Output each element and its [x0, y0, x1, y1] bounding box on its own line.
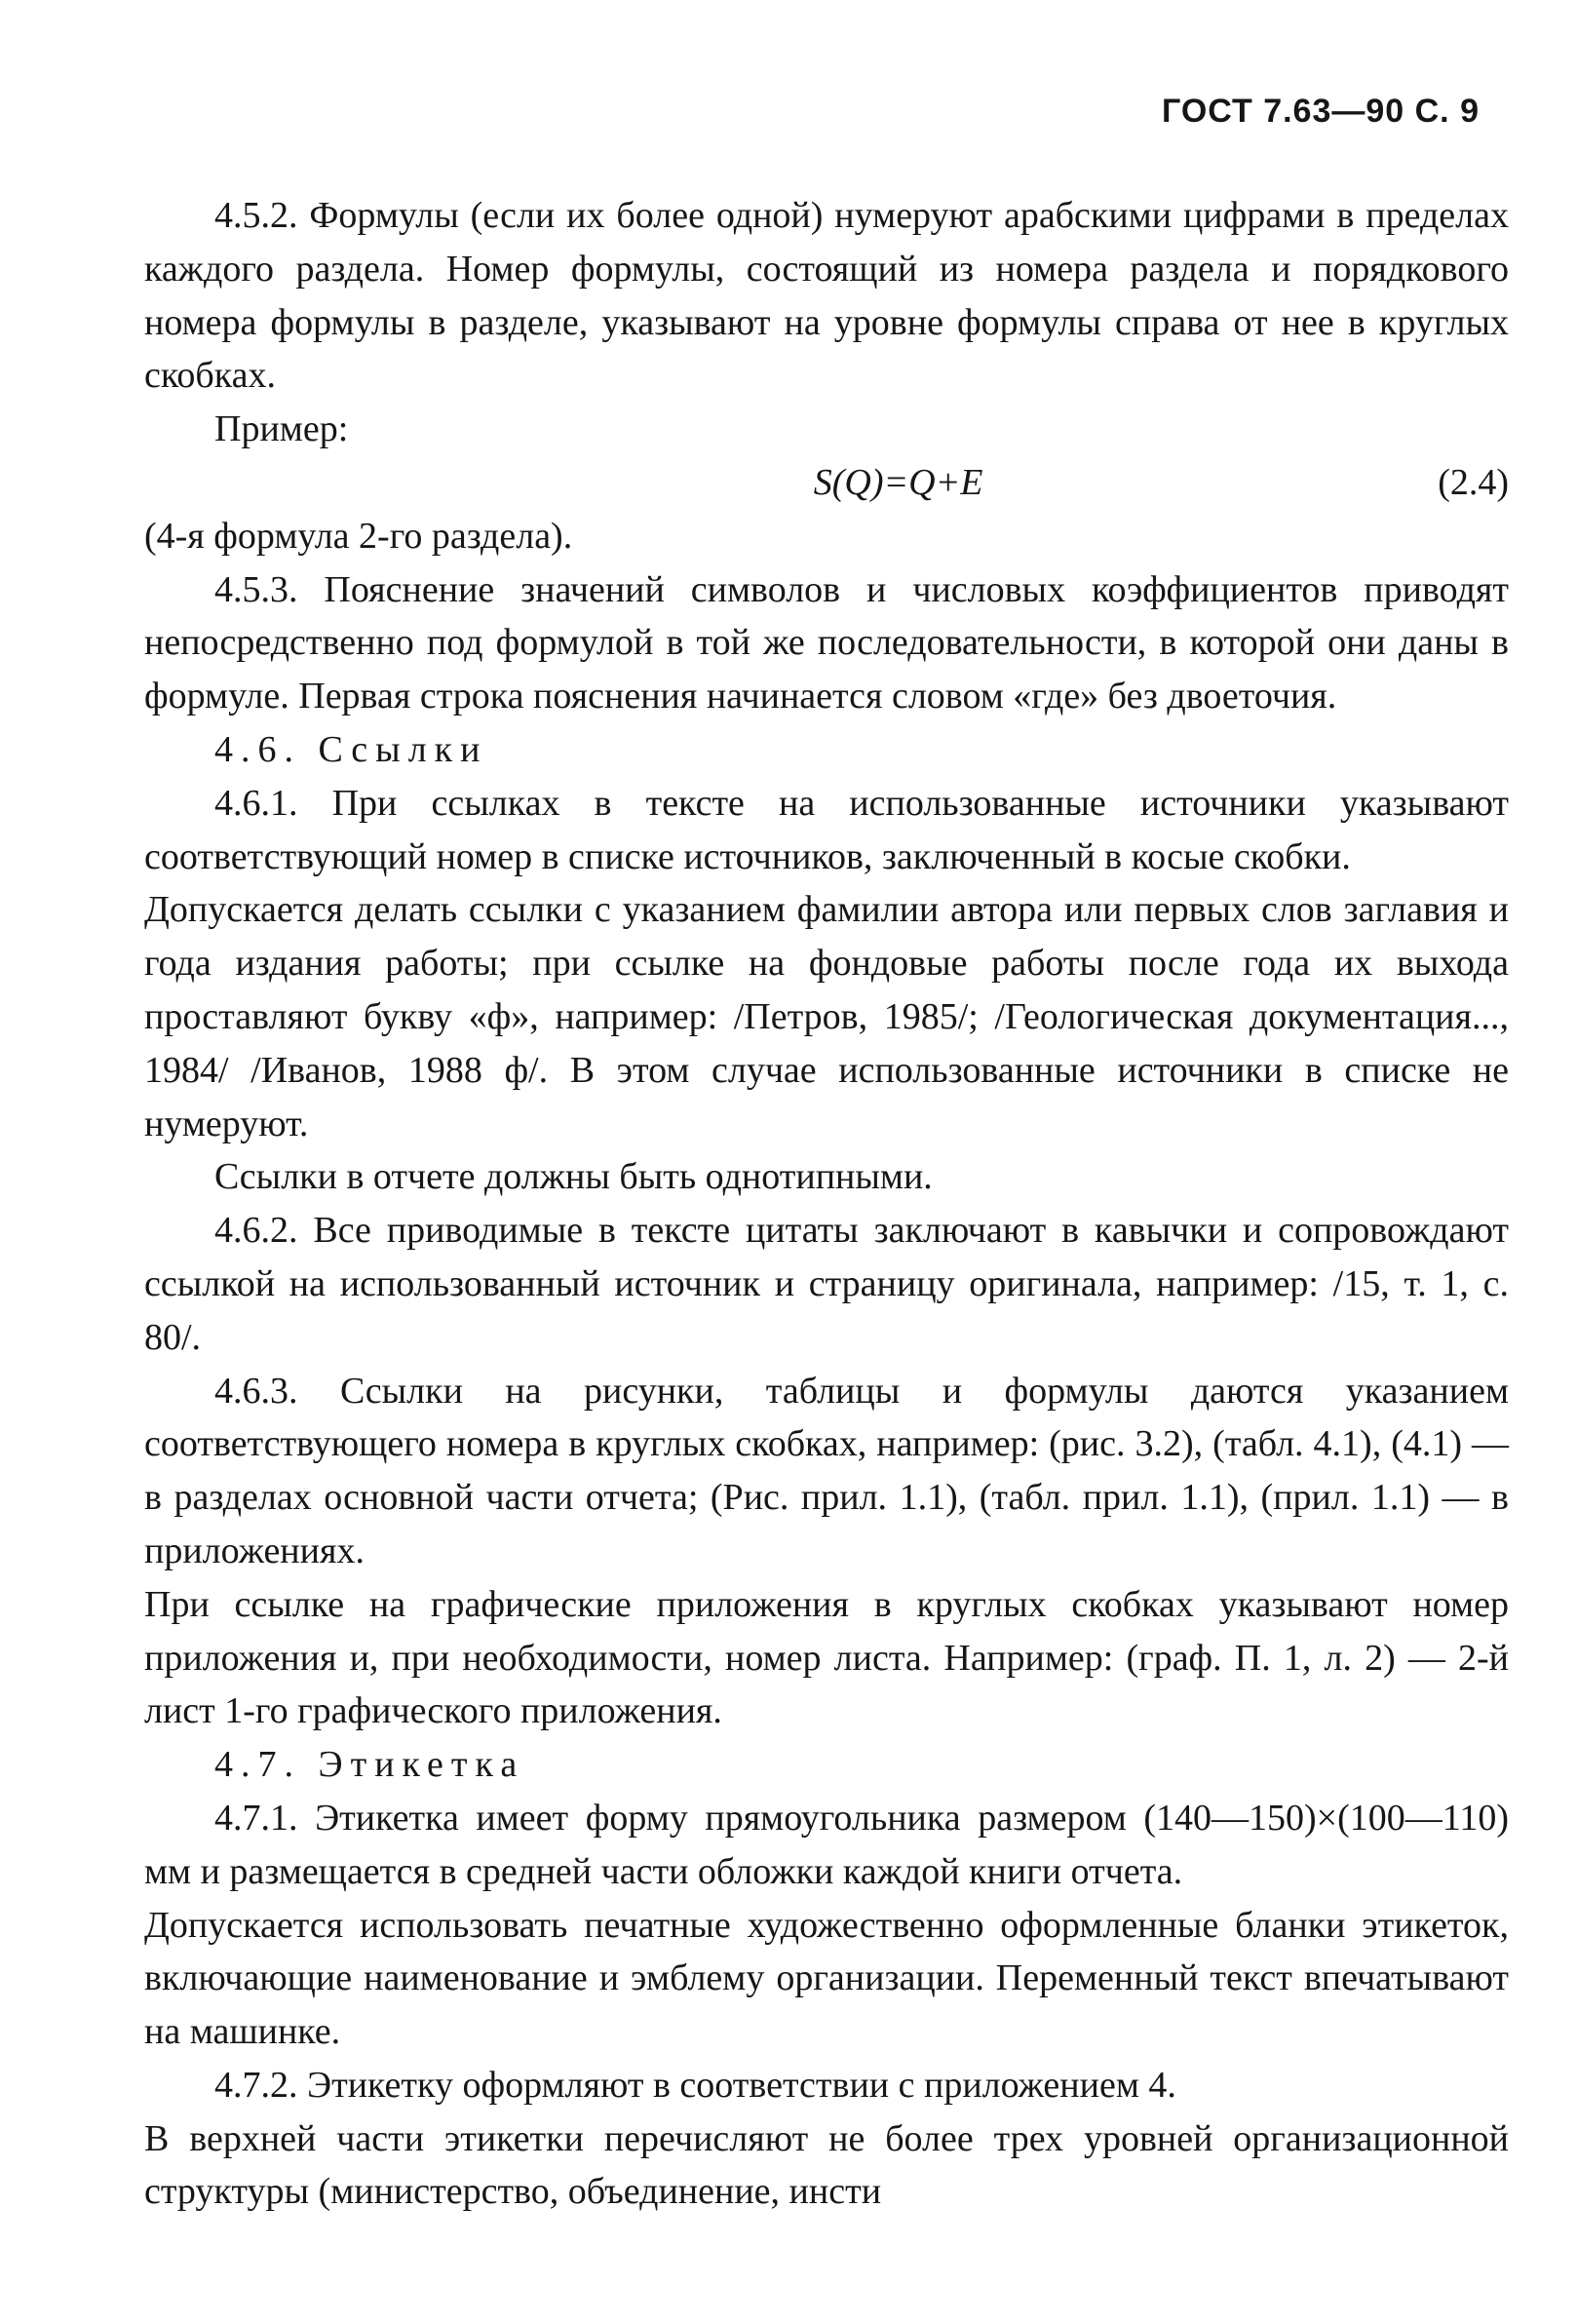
paragraph-4-5-3: 4.5.3. Пояснение значений символов и числовых коэффициентов приводят непосредственно под формулой в той же последовательности, в которой они даны в формуле. Первая строка пояснения начинается словом «где» без двоеточия. [144, 568, 1509, 717]
paragraph-printed-forms: Допускается использовать печатные художественно оформленные бланки этикеток, включающие наименование и эмблему организации. Переменный текст впечатывают на машинке. [144, 1904, 1509, 2053]
section-heading-links: 4.6. Ссылки [214, 728, 488, 770]
paragraph-4-6-2: 4.6.2. Все приводимые в тексте цитаты заключают в кавычки и сопровождают ссылкой на использованный источник и страницу оригинала, например: /15, т. 1, с. 80/. [144, 1210, 1509, 1358]
paragraph-graphic-appendix: При ссылке на графические приложения в круглых скобках указывают номер приложения и, при необходимости, номер листа. Например: (граф. П. 1, л. 2) — 2-й лист 1-го графического приложения. [144, 1583, 1509, 1732]
paragraph-upper-part: В верхней части этикетки перечисляют не более трех уровней организационной структуры (министерство, объединение, инсти [144, 2117, 1509, 2213]
paragraph-4-7-1: 4.7.1. Этикетка имеет форму прямоугольника размером (140—150)×(100—110) мм и размещается в средней части обложки каждой книги отчета. [144, 1797, 1509, 1892]
section-heading-label: 4.7. Этикетка [214, 1744, 525, 1786]
formula-expression: S(Q)=Q+E [813, 461, 983, 503]
paragraph-4-7-2: 4.7.2. Этикетку оформляют в соответствии с приложением 4. [214, 2064, 1176, 2106]
page-header: ГОСТ 7.63—90 С. 9 [1162, 93, 1480, 130]
document-body [144, 189, 1509, 2219]
formula-note: (4-я формула 2-го раздела). [144, 515, 573, 557]
paragraph-author-links: Допускается делать ссылки с указанием фамилии автора или первых слов заглавия и года издания работы; при ссылке на фондовые работы после года их выхода проставляют букву «ф», например: /Петров, 1985/; /Геологическая документация..., 1984/ /Иванов, 1988 ф/. В этом случае использованные источники в списке не нумеруют. [144, 889, 1509, 1144]
paragraph-4-6-3: 4.6.3. Ссылки на рисунки, таблицы и формулы даются указанием соответствующего номера в круглых скобках, например: (рис. 3.2), (табл. 4.1), (4.1) — в разделах основной части отчета; (Рис. прил. 1.1), (табл. прил. 1.1), (прил. 1.1) — в приложениях. [144, 1370, 1509, 1571]
formula-number: (2.4) [1438, 461, 1509, 503]
formula-line [144, 456, 1509, 510]
example-label: Пример: [214, 408, 349, 450]
paragraph-uniform-links: Ссылки в отчете должны быть однотипными. [214, 1156, 933, 1198]
paragraph-4-5-2: 4.5.2. Формулы (если их более одной) нумеруют арабскими цифрами в пределах каждого раздела. Номер формулы, состоящий из номера раздела и порядкового номера формулы в разделе, указывают на уровне формулы справа от нее в круглых скобках. [144, 195, 1509, 397]
paragraph-4-6-1: 4.6.1. При ссылках в тексте на использованные источники указывают соответствующий номер в списке источников, заключенный в косые скобки. [144, 782, 1509, 877]
